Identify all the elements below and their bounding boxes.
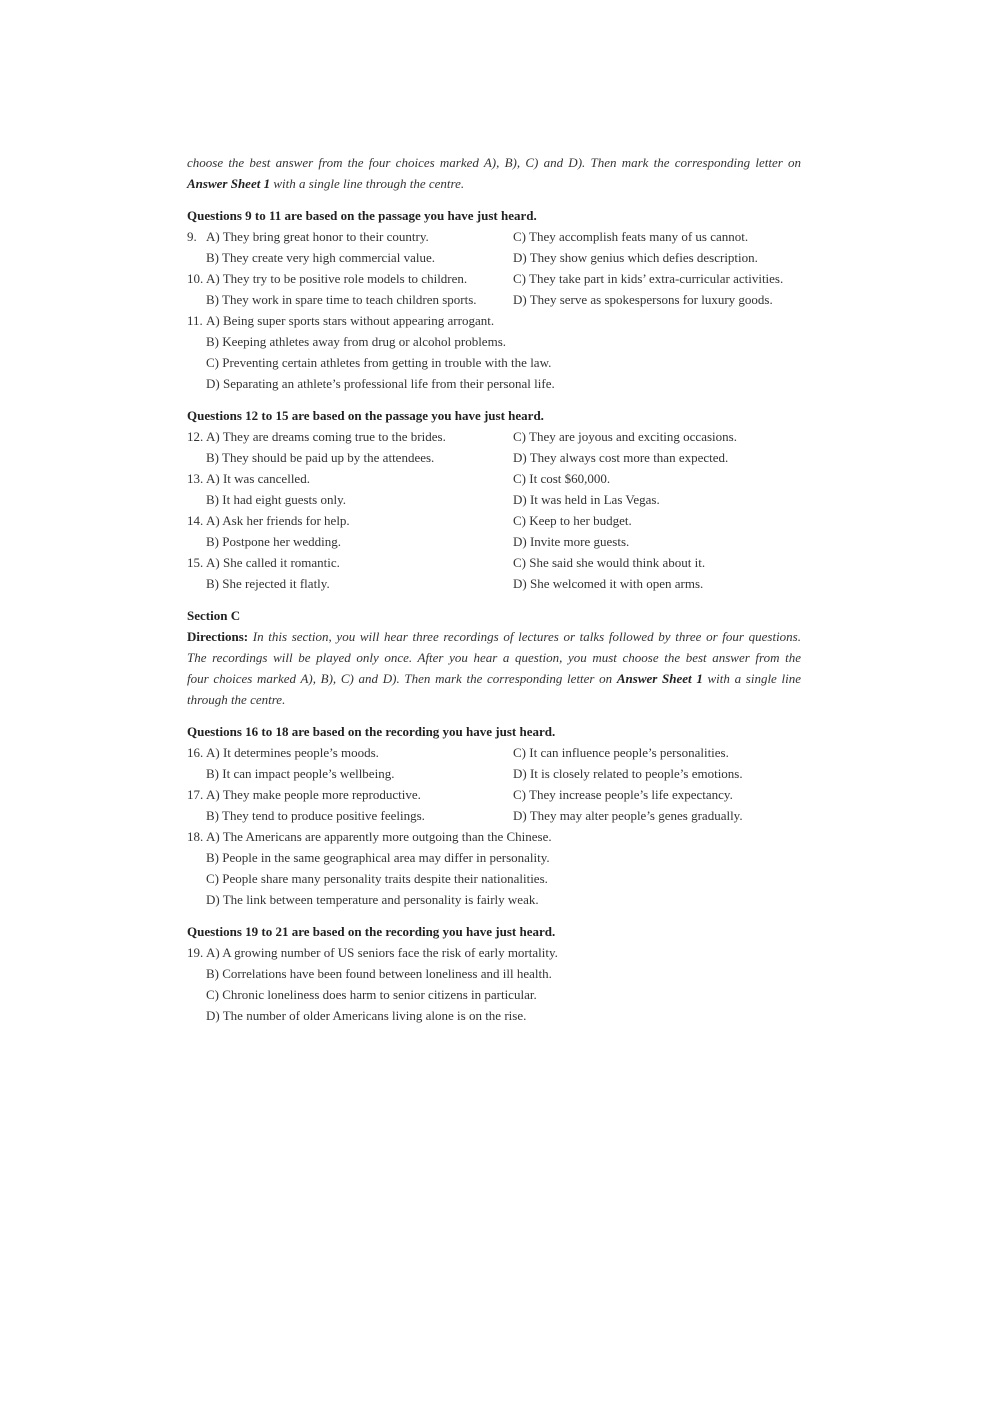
question-row [187, 289, 801, 310]
question-number: 18. [187, 829, 204, 844]
question-number [187, 289, 206, 310]
question-number: 14. [187, 513, 204, 528]
question-number: 19. [187, 945, 204, 960]
answer-option: B) Correlations have been found between loneliness and ill health. [206, 966, 552, 981]
question-row [187, 984, 801, 1005]
question-row [187, 889, 801, 910]
question-row [187, 1005, 801, 1026]
answer-option: C) People share many personality traits despite their nationalities. [206, 871, 548, 886]
answer-option: A) It determines people’s moods. [206, 745, 379, 760]
question-number: 16. [187, 745, 204, 760]
answer-option: A) They bring great honor to their country. [206, 229, 429, 244]
answer-option: D) The link between temperature and personality is fairly weak. [206, 892, 539, 907]
directions-line-1 [187, 626, 801, 647]
question-number [187, 984, 206, 1005]
question-number [187, 805, 206, 826]
directions-text: with a single line [702, 671, 802, 686]
question-number: 15. [187, 555, 204, 570]
answer-option: B) It had eight guests only. [206, 492, 346, 507]
answer-option: D) They may alter people’s genes gradually. [513, 808, 743, 823]
question-row [187, 552, 801, 573]
answer-option: C) It can influence people’s personalities. [513, 745, 729, 760]
answer-sheet-label: Answer Sheet 1 [616, 671, 703, 686]
answer-option: D) The number of older Americans living alone is on the rise. [206, 1008, 527, 1023]
question-row [187, 226, 801, 247]
question-row [187, 468, 801, 489]
answer-option: B) Postpone her wedding. [206, 534, 342, 549]
question-row [187, 489, 801, 510]
directions-line-2: The recordings will be played only once. After you hear a question, you must choose the best answer from the [187, 650, 801, 665]
question-row [187, 826, 801, 847]
section-c [187, 605, 801, 710]
question-number: 13. [187, 471, 204, 486]
question-row [187, 247, 801, 268]
section-c-questions [187, 721, 801, 1026]
answer-option: C) They increase people’s life expectancy. [513, 787, 733, 802]
exam-page [187, 152, 801, 1026]
question-row [187, 868, 801, 889]
question-row [187, 268, 801, 289]
answer-option: D) They show genius which defies description. [513, 250, 758, 265]
intro-line-1: choose the best answer from the four choices marked A), B), C) and D). Then mark the corresponding letter on [187, 155, 801, 170]
directions-line-3 [187, 668, 801, 689]
question-group-heading: Questions 19 to 21 are based on the recording you have just heard. [187, 924, 556, 939]
question-number [187, 889, 206, 910]
answer-option: D) She welcomed it with open arms. [513, 576, 704, 591]
answer-option: A) A growing number of US seniors face the risk of early mortality. [206, 945, 558, 960]
question-row [187, 573, 801, 594]
question-row [187, 426, 801, 447]
question-row [187, 784, 801, 805]
question-number [187, 489, 206, 510]
question-number: 10. [187, 271, 204, 286]
answer-option: A) They try to be positive role models to children. [206, 271, 468, 286]
answer-option: A) She called it romantic. [206, 555, 340, 570]
question-number [187, 573, 206, 594]
question-number [187, 763, 206, 784]
question-number [187, 331, 206, 352]
intro-line-2 [187, 173, 801, 194]
question-row [187, 447, 801, 468]
answer-option: B) People in the same geographical area may differ in personality. [206, 850, 550, 865]
question-row [187, 847, 801, 868]
answer-option: D) It was held in Las Vegas. [513, 492, 660, 507]
section-c-title: Section C [187, 608, 241, 623]
question-row [187, 373, 801, 394]
directions-line-4: through the centre. [187, 692, 286, 707]
answer-option: A) Being super sports stars without appearing arrogant. [206, 313, 495, 328]
answer-option: D) Separating an athlete’s professional life from their personal life. [206, 376, 555, 391]
question-row [187, 310, 801, 331]
answer-option: B) It can impact people’s wellbeing. [206, 766, 395, 781]
answer-option: A) They are dreams coming true to the brides. [206, 429, 446, 444]
question-group-heading: Questions 12 to 15 are based on the passage you have just heard. [187, 408, 544, 423]
question-number [187, 247, 206, 268]
answer-option: C) She said she would think about it. [513, 555, 706, 570]
directions-label: Directions: [187, 629, 249, 644]
question-row [187, 510, 801, 531]
answer-option: A) They make people more reproductive. [206, 787, 421, 802]
question-group-heading: Questions 16 to 18 are based on the recording you have just heard. [187, 724, 556, 739]
question-number [187, 963, 206, 984]
section-b-questions [187, 205, 801, 594]
question-number [187, 373, 206, 394]
answer-option: B) They work in spare time to teach children sports. [206, 292, 477, 307]
question-number [187, 531, 206, 552]
answer-option: D) They always cost more than expected. [513, 450, 729, 465]
question-number [187, 1005, 206, 1026]
answer-option: C) It cost $60,000. [513, 471, 611, 486]
spacer [187, 910, 801, 921]
answer-option: C) Keep to her budget. [513, 513, 632, 528]
question-number [187, 447, 206, 468]
question-number: 9. [187, 229, 197, 244]
question-number [187, 847, 206, 868]
question-row [187, 531, 801, 552]
answer-option: C) Preventing certain athletes from getting in trouble with the law. [206, 355, 552, 370]
question-row [187, 331, 801, 352]
answer-option: D) It is closely related to people’s emotions. [513, 766, 743, 781]
answer-option: B) They create very high commercial value. [206, 250, 435, 265]
directions-text: four choices marked A), B), C) and D). Then mark the corresponding letter on [187, 671, 617, 686]
answer-option: C) They take part in kids’ extra-curricular activities. [513, 271, 784, 286]
answer-option: C) They are joyous and exciting occasions. [513, 429, 737, 444]
answer-option: B) They tend to produce positive feelings. [206, 808, 425, 823]
answer-option: C) They accomplish feats many of us cannot. [513, 229, 749, 244]
answer-option: B) Keeping athletes away from drug or alcohol problems. [206, 334, 506, 349]
answer-option: B) She rejected it flatly. [206, 576, 330, 591]
answer-option: D) They serve as spokespersons for luxury goods. [513, 292, 773, 307]
question-row [187, 963, 801, 984]
spacer [187, 394, 801, 405]
question-row [187, 942, 801, 963]
answer-sheet-label: Answer Sheet 1 [187, 176, 271, 191]
question-row [187, 742, 801, 763]
question-row [187, 805, 801, 826]
question-row [187, 352, 801, 373]
answer-option: A) It was cancelled. [206, 471, 310, 486]
answer-option: A) The Americans are apparently more outgoing than the Chinese. [206, 829, 552, 844]
answer-option: A) Ask her friends for help. [206, 513, 350, 528]
question-number: 17. [187, 787, 204, 802]
directions-text: In this section, you will hear three recordings of lectures or talks followed by three or four questions. [248, 629, 801, 644]
answer-option: C) Chronic loneliness does harm to senior citizens in particular. [206, 987, 537, 1002]
intro-line-2-text: with a single line through the centre. [270, 176, 465, 191]
question-number: 12. [187, 429, 204, 444]
answer-option: D) Invite more guests. [513, 534, 630, 549]
question-group-heading: Questions 9 to 11 are based on the passage you have just heard. [187, 208, 537, 223]
question-number [187, 868, 206, 889]
question-number: 11. [187, 313, 203, 328]
question-number [187, 352, 206, 373]
answer-option: B) They should be paid up by the attendees. [206, 450, 435, 465]
question-row [187, 763, 801, 784]
